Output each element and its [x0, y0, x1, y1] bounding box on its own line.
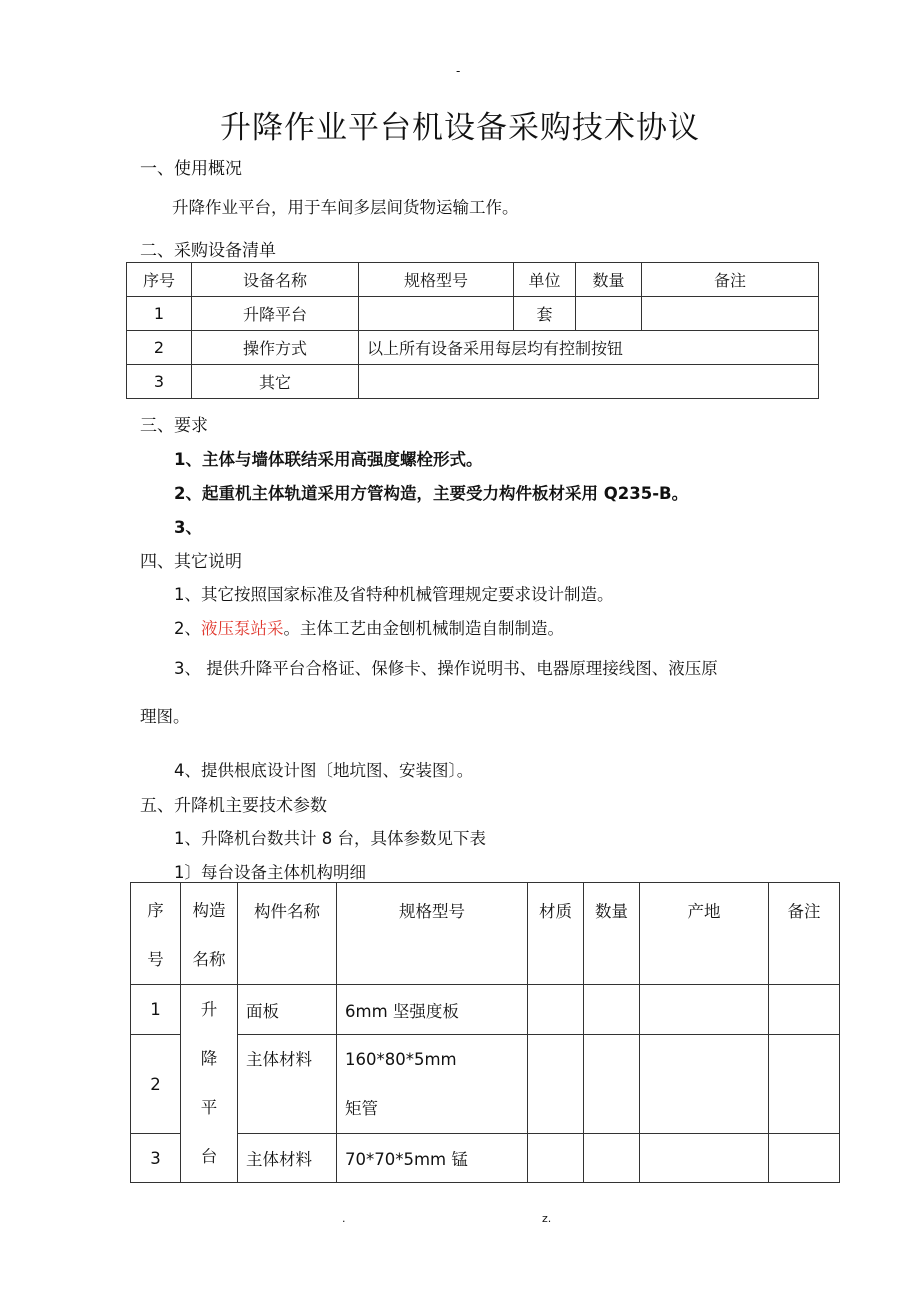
cell-no: 1 — [127, 297, 192, 331]
cell-spec — [337, 1035, 528, 1134]
section-2-heading: 二、采购设备清单 — [140, 241, 276, 261]
cell-origin — [640, 985, 769, 1035]
requirement-item: 3、 — [174, 518, 202, 537]
cell-material — [528, 985, 584, 1035]
header-text: 规格型号 — [399, 902, 465, 921]
note-item: 1、其它按照国家标准及省特种机械管理规定要求设计制造。 — [174, 585, 614, 604]
header-cell: 序号 — [127, 263, 192, 297]
cell-origin — [640, 1035, 769, 1134]
header-cell — [131, 883, 181, 985]
header-cell — [337, 883, 528, 985]
footer-right-mark: z. — [542, 1212, 552, 1225]
cell-no: 2 — [127, 331, 192, 365]
table-header-row — [127, 263, 819, 297]
table-row — [127, 331, 819, 365]
table-row — [131, 1035, 840, 1134]
equipment-list-table — [126, 262, 819, 399]
note-item: 4、提供根底设计图〔地坑图、安装图〕。 — [174, 761, 474, 780]
header-text: 号 — [147, 950, 164, 969]
cell-remark — [642, 297, 819, 331]
section-3-heading: 三、要求 — [140, 416, 208, 436]
header-text: 产地 — [687, 902, 721, 921]
cell-no: 3 — [131, 1134, 181, 1183]
header-text: 数量 — [595, 902, 628, 921]
header-text: 名称 — [192, 950, 226, 969]
cell-name: 操作方式 — [192, 331, 359, 365]
cell-qty — [584, 1134, 640, 1183]
cell-part-text: 主体材料 — [246, 1050, 312, 1069]
cell-part — [238, 1035, 337, 1134]
footer-left-mark: . — [342, 1212, 346, 1225]
header-text: 构造 — [192, 901, 226, 920]
table-row — [127, 297, 819, 331]
header-text: 序 — [147, 901, 164, 920]
table-header-row — [131, 883, 840, 985]
section-1-heading: 一、使用概况 — [140, 159, 242, 179]
section-4-heading: 四、其它说明 — [140, 552, 242, 572]
header-cell — [640, 883, 769, 985]
cell-qty — [576, 297, 642, 331]
note-item — [174, 615, 564, 639]
header-cell — [181, 883, 238, 985]
header-cell: 备注 — [642, 263, 819, 297]
table-row — [131, 985, 840, 1035]
header-cell: 规格型号 — [359, 263, 514, 297]
struct-char: 平 — [200, 1098, 218, 1117]
cell-spec-text: 160*80*5mm — [345, 1050, 457, 1069]
cell-remark — [769, 1134, 840, 1183]
header-cell: 设备名称 — [192, 263, 359, 297]
cell-no: 2 — [131, 1035, 181, 1134]
cell-spec — [359, 297, 514, 331]
cell-spec: 6mm 坚强度板 — [337, 985, 528, 1035]
cell-name: 其它 — [192, 365, 359, 399]
requirement-item: 2、起重机主体轨道采用方管构造，主要受力构件板材采用 Q235-B。 — [174, 484, 689, 503]
requirement-item: 1、主体与墙体联结采用高强度螺栓形式。 — [174, 450, 483, 469]
note-item-continuation: 理图。 — [140, 707, 190, 726]
cell-material — [528, 1134, 584, 1183]
cell-name: 升降平台 — [192, 297, 359, 331]
cell-spec-text: 矩管 — [345, 1099, 378, 1118]
struct-char: 台 — [200, 1147, 218, 1166]
section-5-heading: 五、升降机主要技术参数 — [140, 796, 327, 816]
note-item-red-text: 液压泵站采 — [201, 619, 284, 638]
cell-remark — [769, 985, 840, 1035]
header-mark: - — [456, 64, 461, 78]
document-title: 升降作业平台机设备采购技术协议 — [220, 110, 700, 146]
cell-struct-name — [181, 985, 238, 1183]
cell-material — [528, 1035, 584, 1134]
cell-part: 主体材料 — [238, 1134, 337, 1183]
param-line: 1〕每台设备主体机构明细 — [174, 863, 366, 882]
header-cell: 单位 — [514, 263, 576, 297]
header-text: 材质 — [539, 902, 572, 921]
header-text: 构件名称 — [254, 902, 320, 921]
header-cell — [528, 883, 584, 985]
structure-detail-table — [130, 882, 840, 1183]
section-1-text: 升降作业平台，用于车间多层间货物运输工作。 — [172, 198, 519, 217]
struct-char: 降 — [200, 1049, 218, 1068]
cell-unit: 套 — [514, 297, 576, 331]
cell-part: 面板 — [238, 985, 337, 1035]
cell-origin — [640, 1134, 769, 1183]
table-row — [127, 365, 819, 399]
cell-no: 1 — [131, 985, 181, 1035]
header-cell — [238, 883, 337, 985]
cell-desc — [359, 365, 819, 399]
cell-spec: 70*70*5mm 锰 — [337, 1134, 528, 1183]
note-item: 3、 提供升降平台合格证、保修卡、操作说明书、电器原理接线图、液压原 — [174, 659, 718, 678]
note-item-prefix: 2、 — [174, 619, 201, 638]
cell-qty — [584, 985, 640, 1035]
struct-char: 升 — [200, 1000, 218, 1019]
header-cell: 数量 — [576, 263, 642, 297]
table-row — [131, 1134, 840, 1183]
cell-qty — [584, 1035, 640, 1134]
cell-no: 3 — [127, 365, 192, 399]
header-text: 备注 — [787, 902, 821, 921]
header-cell — [584, 883, 640, 985]
header-cell — [769, 883, 840, 985]
note-item-rest: 。主体工艺由金刨机械制造自制制造。 — [283, 619, 564, 638]
cell-desc: 以上所有设备采用每层均有控制按钮 — [359, 331, 819, 365]
param-line: 1、升降机台数共计 8 台，具体参数见下表 — [174, 829, 486, 848]
cell-remark — [769, 1035, 840, 1134]
